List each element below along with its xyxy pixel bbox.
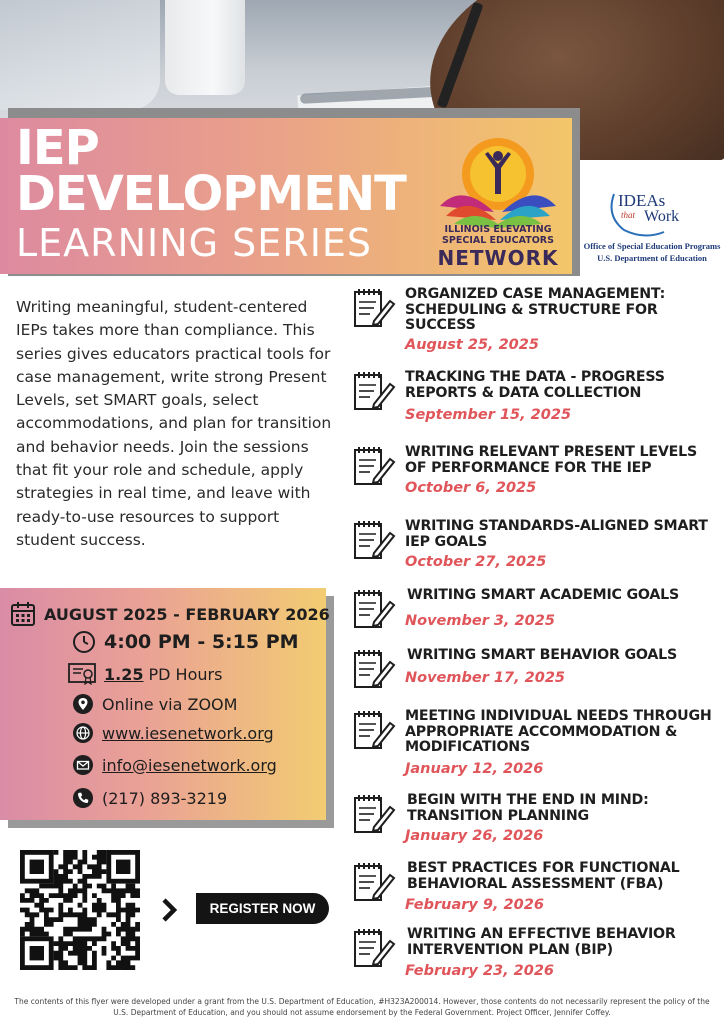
iese-logo-line-1: ILLINOIS ELEVATING (444, 224, 552, 235)
session-title: WRITING RELEVANT PRESENT LEVELS OF PERFORMANCE FOR THE IEP (405, 444, 697, 476)
website-link[interactable]: www.iesenetwork.org (102, 723, 274, 743)
location-row (72, 693, 237, 715)
iese-logo-line-2: SPECIAL EDUCATORS (442, 235, 554, 246)
ideas-org-line-1: Office of Special Education Programs (583, 241, 721, 251)
location-text: Online via ZOOM (102, 694, 238, 714)
session-title: TRACKING THE DATA - PROGRESS REPORTS & DATA COLLECTION (405, 369, 665, 401)
ideas-word-2: that (621, 210, 636, 220)
ideas-word-3: Work (644, 208, 680, 225)
registration-qr-code[interactable] (20, 850, 140, 970)
title-line-1: IEP (16, 120, 99, 176)
phone-text[interactable]: (217) 893-3219 (102, 788, 228, 808)
session-date: November 17, 2025 (405, 670, 565, 686)
session-date: November 3, 2025 (405, 613, 555, 629)
time-row (72, 630, 299, 654)
title-line-2: DEVELOPMENT (16, 166, 406, 222)
session-date: September 15, 2025 (405, 407, 572, 423)
session-title: WRITING AN EFFECTIVE BEHAVIOR INTERVENTION PLAN (BIP) (407, 926, 676, 958)
location-pin-icon (72, 693, 94, 715)
clock-icon (72, 630, 96, 654)
time-text: 4:00 PM - 5:15 PM (104, 631, 299, 653)
session-date: January 12, 2026 (405, 761, 544, 777)
certificate-icon (68, 663, 96, 685)
session-title: BEGIN WITH THE END IN MIND: TRANSITION PLANNING (407, 792, 649, 824)
email-icon (72, 754, 94, 776)
globe-icon (72, 722, 94, 744)
session-title: WRITING STANDARDS-ALIGNED SMART IEP GOALS (405, 518, 708, 550)
session-title: WRITING SMART BEHAVIOR GOALS (407, 647, 678, 663)
notepad-pencil-icon (352, 648, 398, 692)
dates-text: AUGUST 2025 - FEBRUARY 2026 (44, 604, 330, 624)
ideas-org-line-2: U.S. Department of Education (597, 253, 707, 263)
notepad-pencil-icon (352, 445, 398, 489)
notepad-pencil-icon (352, 709, 398, 753)
session-date: August 25, 2025 (405, 337, 539, 353)
notepad-pencil-icon (352, 927, 398, 971)
dates-row (10, 601, 330, 627)
notepad-pencil-icon (352, 370, 398, 414)
session-date: October 6, 2025 (405, 480, 537, 496)
session-title: WRITING SMART ACADEMIC GOALS (407, 587, 680, 603)
email-link[interactable]: info@iesenetwork.org (102, 755, 277, 775)
pd-hours-label: PD Hours (148, 664, 223, 684)
cup-shape (165, 0, 245, 95)
session-title: BEST PRACTICES FOR FUNCTIONAL BEHAVIORAL ASSESSMENT (FBA) (407, 860, 680, 892)
notepad-pencil-icon (352, 519, 398, 563)
chevron-right-icon (160, 897, 180, 923)
register-now-button[interactable]: REGISTER NOW (196, 893, 329, 924)
session-title: MEETING INDIVIDUAL NEEDS THROUGH APPROPRIATE ACCOMMODATION & MODIFICATIONS (405, 708, 712, 755)
phone-icon (72, 787, 94, 809)
website-row[interactable] (72, 722, 274, 744)
iese-logo-line-3: NETWORK (437, 246, 559, 270)
footer-disclaimer: The contents of this flyer were developed under a grant from the U.S. Department of Education, #H323A200014. However, those contents do not necessarily represent the policy of the U.S. Department of Education, and you should not assume endorsement by the Federal Government. Project Officer, Jennifer Coffey. (14, 997, 710, 1017)
notepad-pencil-icon (352, 793, 398, 837)
laptop-shape (0, 0, 160, 110)
email-row[interactable] (72, 754, 277, 776)
title-line-3: LEARNING SERIES (16, 221, 373, 265)
notepad-pencil-icon (352, 287, 398, 331)
session-date: January 26, 2026 (405, 828, 544, 844)
session-date: February 9, 2026 (405, 897, 544, 913)
notepad-pencil-icon (352, 588, 398, 632)
pd-hours-value: 1.25 (104, 664, 144, 684)
ideas-that-work-logo (604, 186, 694, 238)
notepad-pencil-icon (352, 861, 398, 905)
session-date: October 27, 2025 (405, 554, 547, 570)
phone-row[interactable] (72, 787, 227, 809)
calendar-icon (10, 601, 36, 627)
session-title: ORGANIZED CASE MANAGEMENT: SCHEDULING & STRUCTURE FOR SUCCESS (405, 286, 666, 333)
ideas-word-1: IDEAs (618, 191, 666, 210)
series-description: Writing meaningful, student-centered IEPs takes more than compliance. This series gives educators practical tools for case management, write strong Present Levels, set SMART goals, select accommodations, and plan for transition and behavior needs. Join the sessions that fit your role and schedule, apply strategies in real time, and leave with ready-to-use resources to support student success. (16, 298, 332, 549)
pd-hours-row (68, 663, 222, 685)
session-date: February 23, 2026 (405, 963, 554, 979)
